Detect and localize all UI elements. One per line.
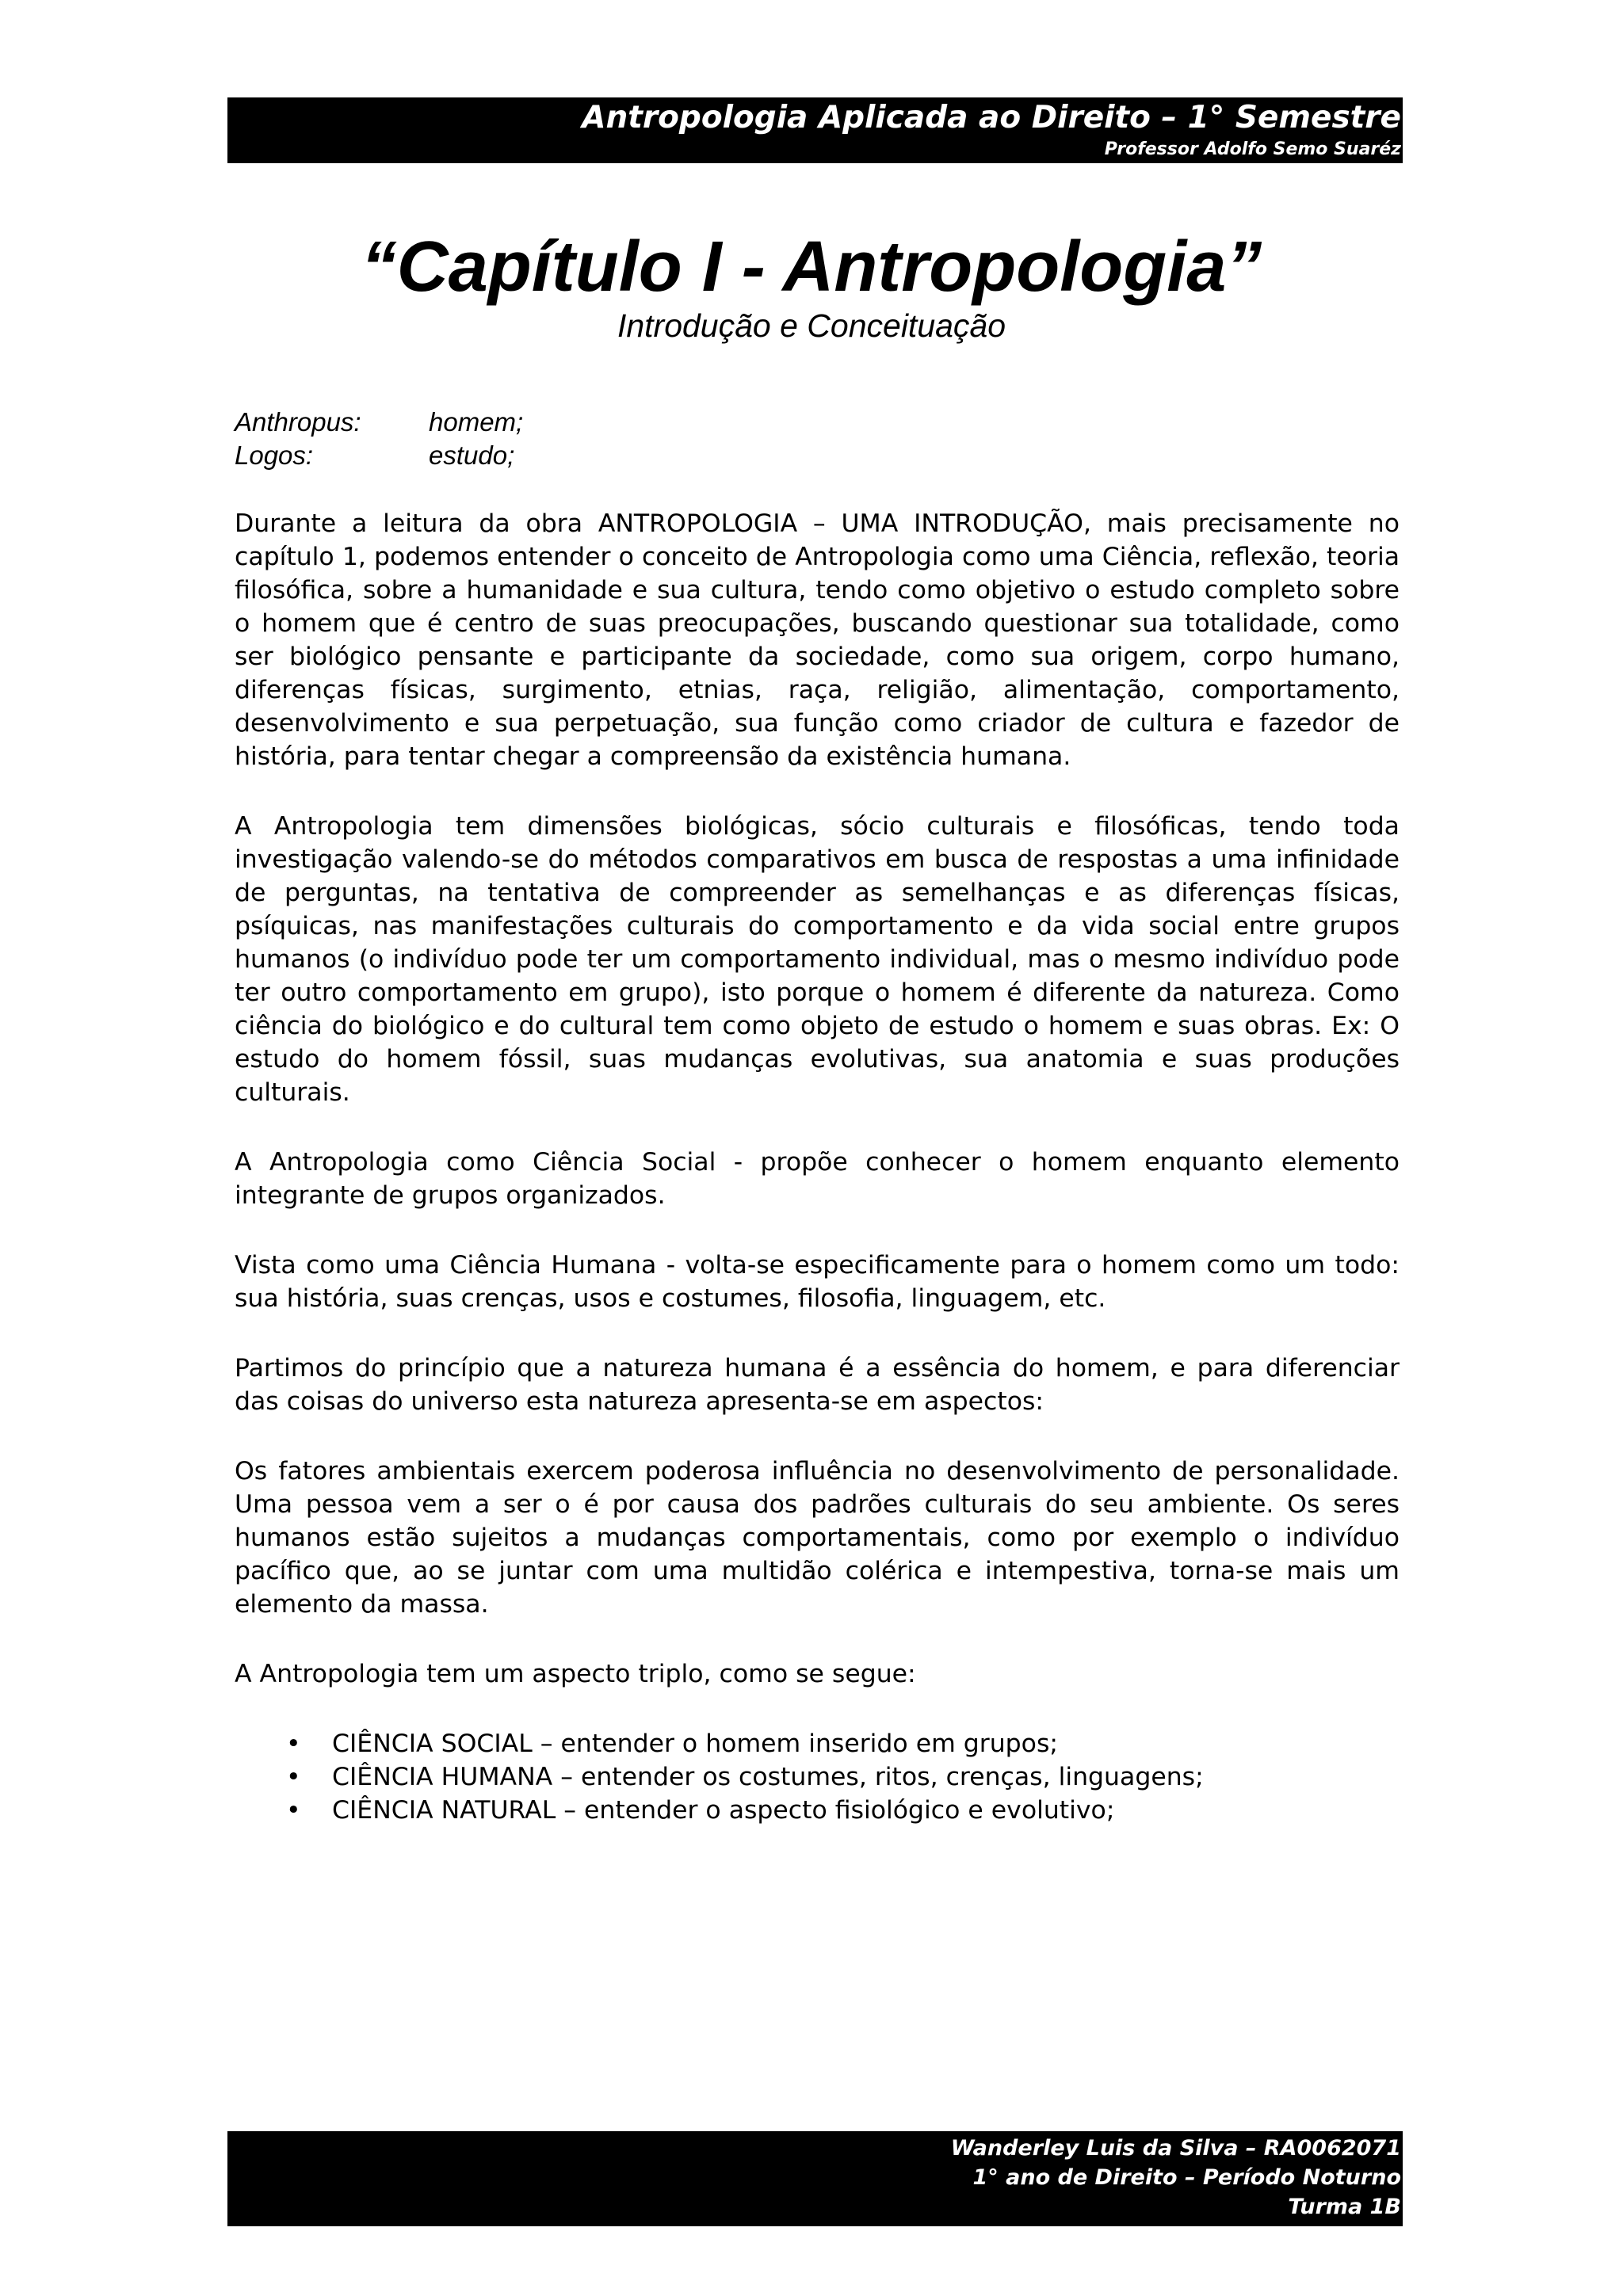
bullet-icon: • [286,1796,301,1825]
definition-row [235,439,523,472]
bullet-icon: • [286,1730,301,1758]
definition-meaning: estudo; [429,441,515,470]
paragraph: A Antropologia tem um aspecto triplo, como se segue: [235,1660,916,1688]
document-body [235,507,1400,1827]
list-item [286,1727,1400,1760]
footer-course-year: 1° ano de Direito – Período Noturno [972,2165,1401,2190]
footer-class: Turma 1B [1288,2195,1401,2219]
chapter-title: “Capítulo I - Antropologia” [361,227,1262,307]
paragraph: Os fatores ambientais exercem poderosa influência no desenvolvimento de personalidade. Uma pessoa vem a ser o é por causa dos padrões culturais do seu ambiente. Os seres humanos estão sujeitos a mudanças comportamentais, como por exemplo o indivíduo pacífico que, ao se juntar com uma multidão colérica e intempestiva, torna-se mais um elemento da massa. [235,1457,1400,1619]
course-title: Antropologia Aplicada ao Direito – 1° Semestre [582,100,1401,135]
definition-term: Logos: [235,441,314,470]
professor-name: Professor Adolfo Semo Suaréz [1104,139,1401,159]
list-item [286,1760,1400,1794]
definition-meaning: homem; [429,407,524,437]
footer-author: Wanderley Luis da Silva – RA0062071 [950,2136,1401,2161]
paragraph: A Antropologia como Ciência Social - propõe conhecer o homem enquanto elemento integrante de grupos organizados. [235,1148,1400,1210]
paragraph: Vista como uma Ciência Humana - volta-se especificamente para o homem como um todo: sua história, suas crenças, usos e costumes, filosofia, linguagem, etc. [235,1251,1400,1313]
bullet-icon: • [286,1763,301,1791]
paragraph: Durante a leitura da obra ANTROPOLOGIA – UMA INTRODUÇÃO, mais precisamente no capítulo 1, podemos entender o conceito de Antropologia como uma Ciência, reflexão, teoria filosófica, sobre a humanidade e sua cultura, tendo como objetivo o estudo completo sobre o homem que é centro de suas preocupações, buscando questionar sua totalidade, como ser biológico pensante e participante da sociedade, como sua origem, corpo humano, diferenças físicas, surgimento, etnias, raça, religião, alimentação, comportamento, desenvolvimento e sua perpetuação, sua função como criador de cultura e fazedor de história, para tentar chegar a compreensão da existência humana. [235,509,1400,771]
list-item [286,1794,1400,1827]
chapter-subtitle: Introdução e Conceituação [617,307,1006,344]
list-item-text: CIÊNCIA HUMANA – entender os costumes, ritos, crenças, linguagens; [332,1763,1204,1791]
definition-term: Anthropus: [235,407,361,437]
page-header [227,97,1403,163]
paragraph: A Antropologia tem dimensões biológicas, sócio culturais e filosóficas, tendo toda investigação valendo-se do métodos comparativos em busca de respostas a uma infinidade de perguntas, na tentativa de compreender as semelhanças e as diferenças físicas, psíquicas, nas manifestações culturais do comportamento e da vida social entre grupos humanos (o indivíduo pode ter um comportamento individual, mas o mesmo indivíduo pode ter outro comportamento em grupo), isto porque o homem é diferente da natureza. Como ciência do biológico e do cultural tem como objeto de estudo o homem e suas obras. Ex: O estudo do homem fóssil, suas mudanças evolutivas, sua anatomia e suas produções culturais. [235,812,1400,1107]
aspect-list [235,1727,1400,1827]
etymology-definitions [235,406,523,472]
paragraph: Partimos do princípio que a natureza humana é a essência do homem, e para diferenciar das coisas do universo esta natureza apresenta-se em aspectos: [235,1354,1400,1416]
page-footer [227,2131,1403,2226]
list-item-text: CIÊNCIA NATURAL – entender o aspecto fisiológico e evolutivo; [332,1796,1115,1825]
definition-row [235,406,523,439]
list-item-text: CIÊNCIA SOCIAL – entender o homem inserido em grupos; [332,1730,1058,1758]
